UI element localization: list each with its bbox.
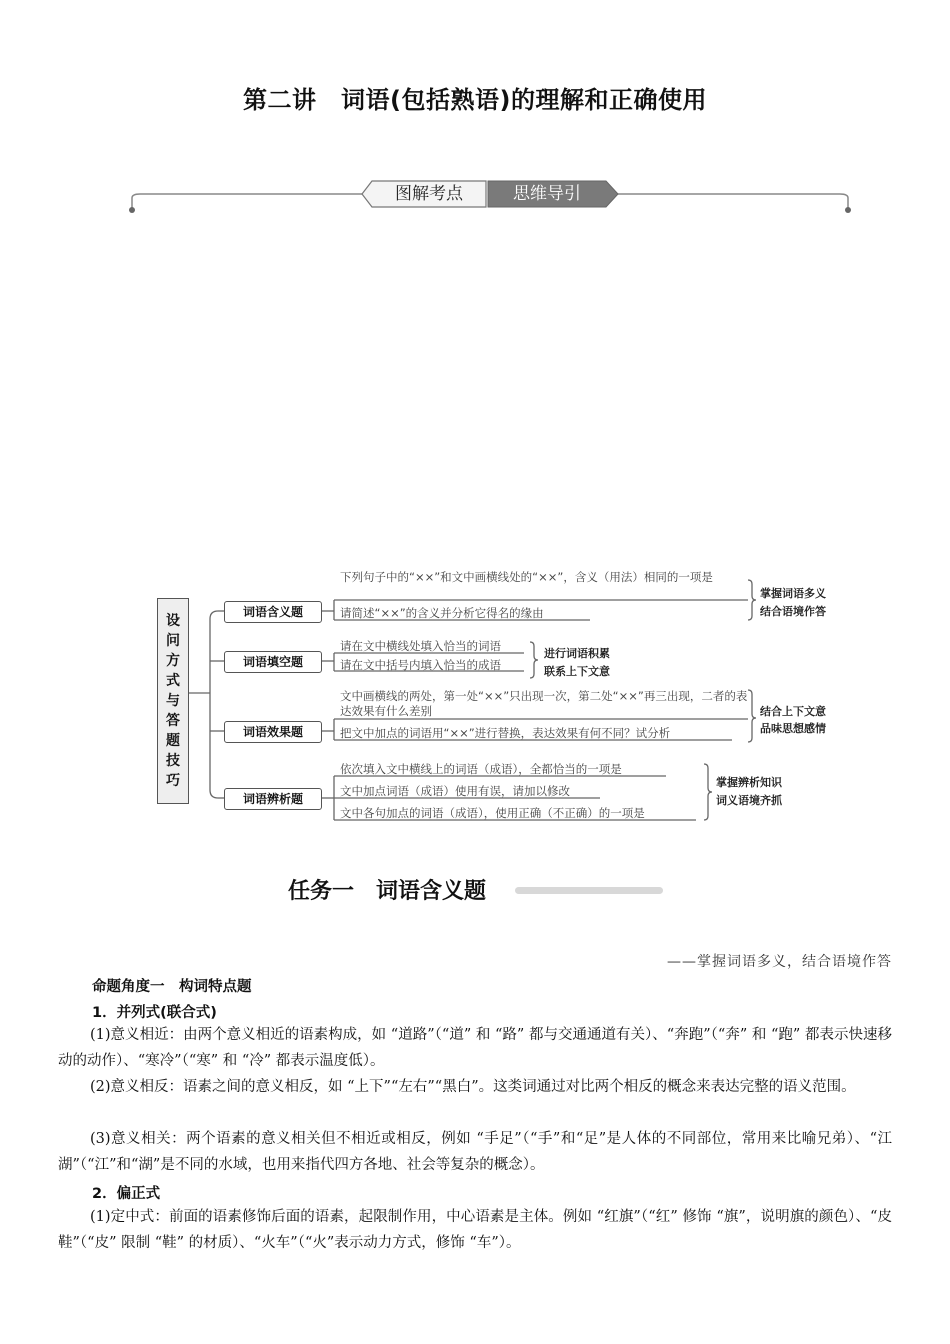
- branch-meaning-note-1: 掌握词语多义: [760, 587, 826, 600]
- branch-meaning: 词语含义题: [224, 601, 322, 623]
- branch-fill-item-2: 请在文中括号内填入恰当的成语: [340, 658, 501, 672]
- task-title: 任务一 词语含义题: [288, 879, 487, 904]
- task-title-underline: [515, 887, 663, 894]
- branch-meaning-item-1: 下列句子中的“××”和文中画横线处的“××”，含义（用法）相同的一项是: [340, 570, 713, 584]
- branch-discrimination-item-3: 文中各句加点的词语（成语），使用正确（不正确）的一项是: [340, 806, 645, 820]
- branch-effect-note-2: 品味思想感情: [760, 722, 826, 735]
- mindmap-root: [157, 598, 189, 804]
- branch-fill-item-1: 请在文中横线处填入恰当的词语: [340, 639, 501, 653]
- paragraph-4: (1)定中式：前面的语素修饰后面的语素，起限制作用，中心语素是主体。例如 “红旗”（“红” 修饰 “旗”，说明旗的颜色）、“皮鞋”（“皮” 限制 “鞋” 的材质）、“火车”（“火”表示动力方式，修饰 “车”）。: [58, 1209, 892, 1251]
- mindmap-root-label: 设问方式与答题技巧: [166, 613, 180, 789]
- branch-fill-note-2: 联系上下文意: [544, 665, 610, 678]
- paragraph-2: (2)意义相反：语素之间的意义相反，如 “上下”“左右”“黑白”。这类词通过对比两个相反的概念来表达完整的语义范围。: [90, 1079, 856, 1095]
- paragraph-1: (1)意义相近：由两个意义相近的语素构成，如 “道路”（“道” 和 “路” 都与交通通道有关）、“奔跑”（“奔” 和 “跑” 都表示快速移动的动作）、“寒冷”（“寒” 和 “冷” 都表示温度低）。: [58, 1027, 892, 1069]
- branch-discrimination-note-2: 词义语境齐抓: [716, 794, 782, 807]
- branch-fill-note-1: 进行词语积累: [544, 647, 610, 660]
- branch-discrimination-item-1: 依次填入文中横线上的词语（成语），全都恰当的一项是: [340, 762, 622, 776]
- branch-discrimination-note-1: 掌握辨析知识: [716, 776, 782, 789]
- branch-effect-item-2: 把文中加点的词语用“××”进行替换，表达效果有何不同？试分析: [340, 726, 671, 740]
- subheading-2: 2．偏正式: [92, 1186, 161, 1202]
- branch-meaning-item-2: 请简述“××”的含义并分析它得名的缘由: [340, 606, 544, 620]
- paragraph-3: (3)意义相关：两个语素的意义相关但不相近或相反，例如 “手足”（“手”和“足”是人体的不同部位，常用来比喻兄弟）、“江湖”（“江”和“湖”是不同的水域，也用来指代四方各地、社会等复杂的概念）。: [58, 1131, 892, 1173]
- angle-heading: 命题角度一 构词特点题: [92, 979, 252, 995]
- branch-discrimination-item-2: 文中加点词语（成语）使用有误，请加以修改: [340, 784, 570, 798]
- page-title: 第二讲 词语(包括熟语)的理解和正确使用: [243, 86, 707, 114]
- banner-label-right: 思维导引: [513, 184, 581, 204]
- task-epigraph: ——掌握词语多义，结合语境作答: [667, 954, 892, 970]
- branch-discrimination: 词语辨析题: [224, 788, 322, 810]
- subheading-1: 1．并列式(联合式): [92, 1005, 217, 1021]
- banner-label-left: 图解考点: [395, 184, 463, 204]
- branch-effect-note-1: 结合上下文意: [760, 705, 826, 718]
- branch-fill: 词语填空题: [224, 651, 322, 673]
- branch-effect: 词语效果题: [224, 721, 322, 743]
- branch-effect-item-1: 文中画横线的两处，第一处“××”只出现一次，第二处“××”再三出现，二者的表达效果有什么差别: [340, 689, 748, 718]
- branch-meaning-note-2: 结合语境作答: [760, 605, 826, 618]
